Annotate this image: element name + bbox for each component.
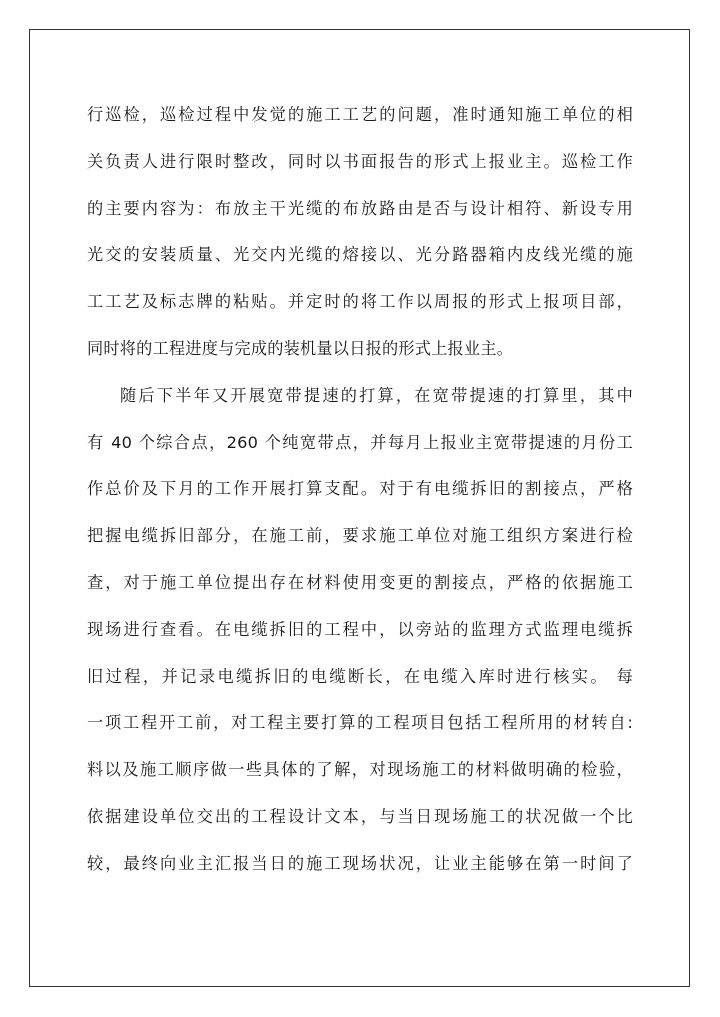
text-line: 依据建设单位交出的工程设计文本，与当日现场施工的状况做一个比 (87, 806, 633, 826)
text-line: 料以及施工顺序做一些具体的了解，对现场施工的材料做明确的检验， (87, 760, 633, 780)
text-line: 较，最终向业主汇报当日的施工现场状况，让业主能够在第一时间了 (87, 853, 633, 873)
text-line: 现场进行查看。在电缆拆旧的工程中，以旁站的监理方式监理电缆拆 (87, 619, 633, 639)
text-line: 查，对于施工单位提出存在材料使用变更的割接点，严格的依据施工 (87, 572, 633, 592)
text-line: 旧过程，并记录电缆拆旧的电缆断长，在电缆入库时进行核实。 每 (87, 666, 633, 686)
text-line: 有 40 个综合点，260 个纯宽带点，并每月上报业主宽带提速的月份工 (87, 432, 633, 452)
text-line: 作总价及下月的工作开展打算支配。对于有电缆拆旧的割接点，严格 (87, 479, 633, 499)
text-line: 光交的安装质量、光交内光缆的熔接以、光分路器箱内皮线光缆的施 (87, 245, 633, 265)
document-body (87, 92, 633, 888)
text-line: 关负责人进行限时整改，同时以书面报告的形式上报业主。巡检工作 (87, 151, 633, 171)
text-line: 的主要内容为：布放主干光缆的布放路由是否与设计相符、新设专用 (87, 198, 633, 218)
paragraph-first-line: 随后下半年又开展宽带提速的打算，在宽带提速的打算里，其中 (120, 385, 633, 405)
text-line: 工工艺及标志牌的粘贴。并定时的将工作以周报的形式上报项目部， (87, 292, 633, 312)
text-line: 一项工程开工前，对工程主要打算的工程项目包括工程所用的材转自: (87, 713, 633, 733)
text-line: 把握电缆拆旧部分，在施工前，要求施工单位对施工组织方案进行检 (87, 526, 633, 546)
text-line: 同时将的工程进度与完成的装机量以日报的形式上报业主。 (87, 338, 514, 358)
text-line: 行巡检，巡检过程中发觉的施工工艺的问题，准时通知施工单位的相 (87, 105, 633, 124)
